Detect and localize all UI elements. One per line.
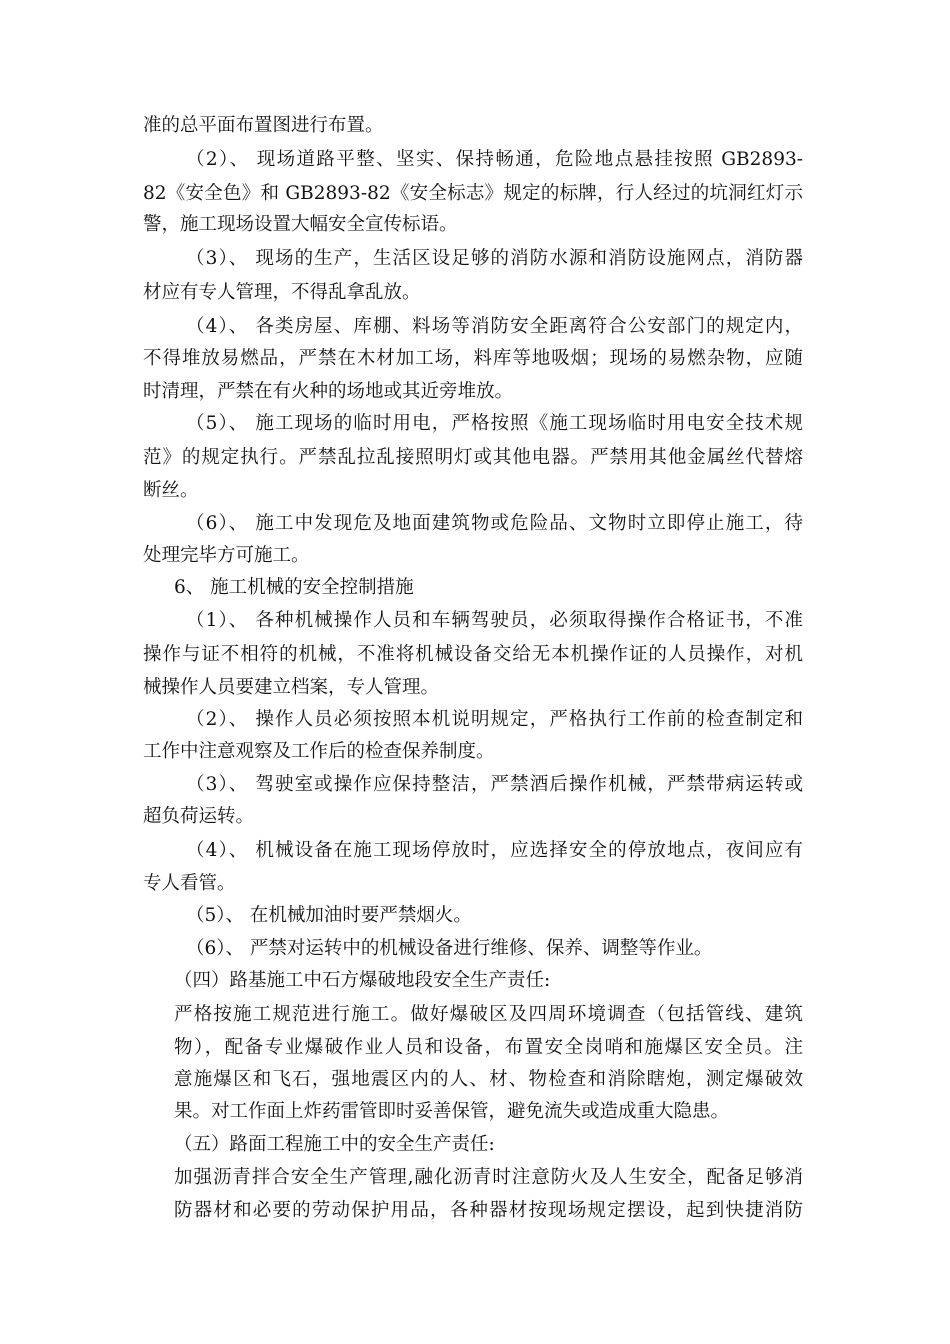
text-line: （3）、 现场的生产，生活区设足够的消防水源和消防设施网点，消防器 [186, 248, 803, 269]
text-line: （6）、 施工中发现危及地面建筑物或危险品、文物时立即停止施工，待 [186, 513, 803, 534]
text-line: 材应有专人管理，不得乱拿乱放。 [143, 282, 421, 303]
text-line: 时清理，严禁在有火种的场地或其近旁堆放。 [143, 381, 514, 402]
text-line: 警，施工现场设置大幅安全宣传标语。 [143, 214, 458, 235]
text-line: 不得堆放易燃品，严禁在木材加工场，料库等地吸烟；现场的易燃杂物，应随 [143, 348, 803, 369]
text-line: 防器材和必要的劳动保护用品，各种器材按现场规定摆设，起到快捷消防 [174, 1200, 803, 1221]
text-line: 断丝。 [143, 480, 199, 501]
text-line: （4）、 各类房屋、库棚、料场等消防安全距离符合公安部门的规定内， [186, 316, 803, 337]
text-line: 意施爆区和飞石，强地震区内的人、材、物检查和消除瞎炮，测定爆破效 [174, 1069, 803, 1090]
section-heading: 6、 施工机械的安全控制措施 [174, 577, 414, 598]
text-line: 严格按施工规范进行施工。做好爆破区及四周环境调查（包括管线、建筑 [174, 1004, 803, 1025]
text-line: （5）、 施工现场的临时用电，严格按照《施工现场临时用电安全技术规 [186, 413, 803, 434]
text-line: （5）、 在机械加油时要严禁烟火。 [186, 905, 472, 926]
text-line: （6）、 严禁对运转中的机械设备进行维修、保养、调整等作业。 [186, 938, 713, 959]
text-line: 准的总平面布置图进行布置。 [143, 115, 384, 136]
section-heading: （五）路面工程施工中的安全生产责任: [174, 1134, 495, 1155]
text-line: （3）、 驾驶室或操作应保持整洁，严禁酒后操作机械，严禁带病运转或 [186, 774, 803, 795]
text-line: 超负荷运转。 [143, 806, 255, 827]
text-line: 械操作人员要建立档案，专人管理。 [143, 677, 440, 698]
text-line: （2）、 现场道路平整、坚实、保持畅通，危险地点悬挂按照 GB2893- [186, 149, 803, 170]
text-line: 果。对工作面上炸药雷管即时妥善保管，避免流失或造成重大隐患。 [174, 1101, 730, 1122]
text-line: 处理完毕方可施工。 [143, 545, 310, 566]
text-line: 范》的规定执行。严禁乱拉乱接照明灯或其他电器。严禁用其他金属丝代替熔 [143, 447, 803, 468]
text-line: 82《安全色》和 GB2893-82《安全标志》规定的标牌，行人经过的坑洞红灯示 [143, 183, 803, 204]
text-line: 物），配备专业爆破作业人员和设备，布置安全岗哨和施爆区安全员。注 [174, 1037, 803, 1058]
text-line: 专人看管。 [143, 873, 236, 894]
section-heading: （四）路基施工中石方爆破地段安全生产责任: [174, 970, 551, 991]
text-line: （4）、 机械设备在施工现场停放时，应选择安全的停放地点，夜间应有 [186, 840, 803, 861]
text-line: 工作中注意观察及工作后的检查保养制度。 [143, 741, 495, 762]
text-line: （1）、 各种机械操作人员和车辆驾驶员，必须取得操作合格证书，不准 [186, 610, 803, 631]
text-line: 操作与证不相符的机械，不准将机械设备交给无本机操作证的人员操作，对机 [143, 644, 803, 665]
text-line: （2）、 操作人员必须按照本机说明规定，严格执行工作前的检查制定和 [186, 709, 803, 730]
text-line: 加强沥青拌合安全生产管理,融化沥青时注意防火及人生安全，配备足够消 [174, 1167, 803, 1188]
